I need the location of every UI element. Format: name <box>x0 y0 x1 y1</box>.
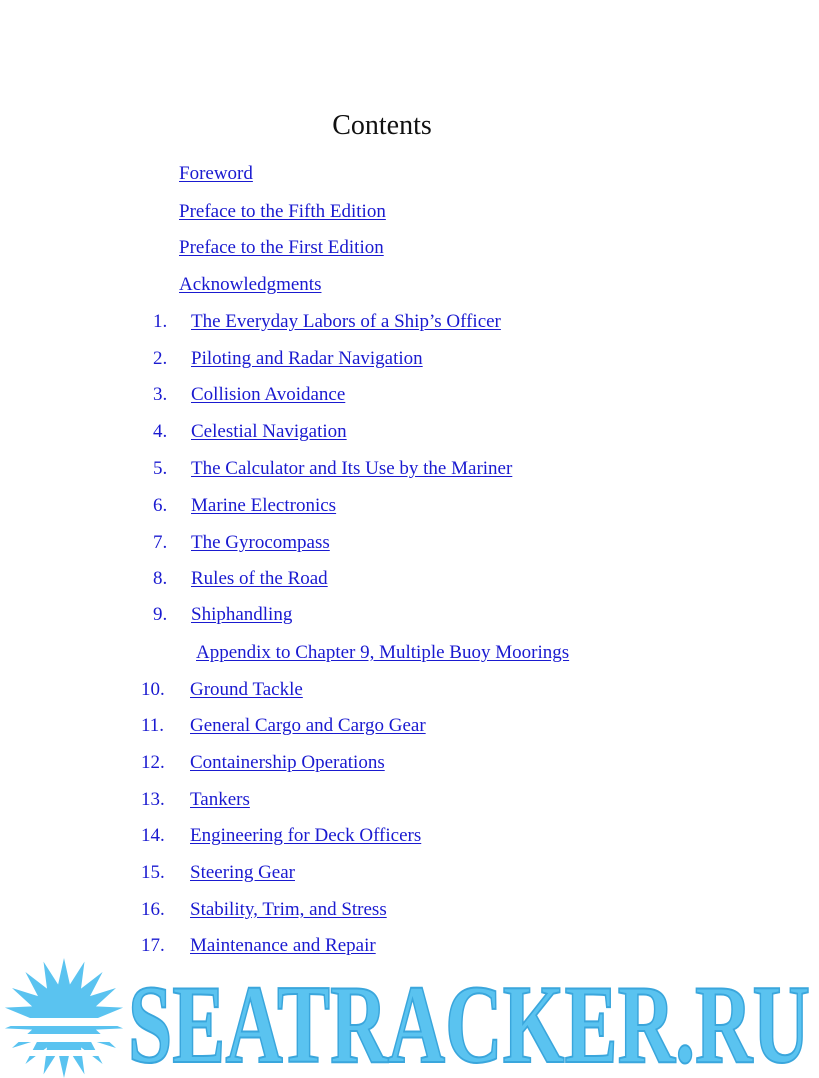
toc-link-chapter-12[interactable] <box>141 751 385 775</box>
chapter-title: Piloting and Radar Navigation <box>191 348 423 369</box>
chapter-number: 11. <box>141 715 165 736</box>
chapter-number: 9. <box>153 604 168 625</box>
chapter-title: Engineering for Deck Officers <box>190 825 422 846</box>
chapter-title: Marine Electronics <box>191 495 337 516</box>
watermark-text: SEATRACKER.RU <box>128 963 810 1078</box>
chapter-title: Maintenance and Repair <box>190 935 376 956</box>
chapter-number: 6. <box>153 495 168 516</box>
chapter-number: 10. <box>141 679 165 700</box>
chapter-number: 13. <box>141 789 165 810</box>
chapter-title: Ground Tackle <box>190 679 303 700</box>
toc-link-appendix-chapter-9[interactable]: Appendix to Chapter 9, Multiple Buoy Moorings <box>196 642 570 663</box>
chapter-number: 3. <box>153 384 168 405</box>
chapter-title: The Calculator and Its Use by the Mariner <box>191 458 513 479</box>
toc-link-chapter-5[interactable] <box>153 457 512 481</box>
chapter-number: 8. <box>153 568 168 589</box>
chapter-number: 14. <box>141 825 165 846</box>
toc-link-chapter-13[interactable] <box>141 788 250 812</box>
toc-link-chapter-1[interactable] <box>153 310 501 334</box>
sun-burst-icon <box>5 958 123 1078</box>
chapter-number: 5. <box>153 458 168 479</box>
chapter-number: 1. <box>153 311 168 332</box>
chapter-number: 4. <box>153 421 168 442</box>
toc-link-chapter-16[interactable] <box>141 898 387 922</box>
chapter-title: The Everyday Labors of a Ship’s Officer <box>191 311 501 332</box>
chapter-title: Collision Avoidance <box>191 384 346 405</box>
chapter-title: Celestial Navigation <box>191 421 347 442</box>
chapter-number: 15. <box>141 862 165 883</box>
seatracker-watermark <box>0 950 819 1078</box>
toc-link-preface-fifth-edition[interactable]: Preface to the Fifth Edition <box>179 201 386 222</box>
chapter-title: Shiphandling <box>191 604 293 625</box>
chapter-title: Rules of the Road <box>191 568 328 589</box>
chapter-number: 17. <box>141 935 165 956</box>
chapter-number: 12. <box>141 752 165 773</box>
chapter-title: The Gyrocompass <box>191 532 330 553</box>
chapter-title: General Cargo and Cargo Gear <box>190 715 426 736</box>
toc-link-chapter-11[interactable] <box>141 714 426 738</box>
chapter-number: 16. <box>141 899 165 920</box>
toc-link-chapter-7[interactable] <box>153 531 330 555</box>
toc-link-chapter-9[interactable] <box>153 603 292 627</box>
page-title: Contents <box>332 110 432 141</box>
toc-link-chapter-3[interactable] <box>153 383 345 407</box>
chapter-number: 2. <box>153 348 168 369</box>
chapter-title: Containership Operations <box>190 752 385 773</box>
toc-link-chapter-15[interactable] <box>141 861 295 885</box>
toc-link-chapter-6[interactable] <box>153 494 336 518</box>
chapter-number: 7. <box>153 532 168 553</box>
toc-link-chapter-10[interactable] <box>141 678 303 702</box>
toc-link-preface-first-edition[interactable]: Preface to the First Edition <box>179 237 384 258</box>
toc-link-chapter-4[interactable] <box>153 420 347 444</box>
toc-link-chapter-8[interactable] <box>153 567 328 591</box>
chapter-title: Stability, Trim, and Stress <box>190 899 387 920</box>
toc-link-chapter-14[interactable] <box>141 824 421 848</box>
toc-link-foreword[interactable]: Foreword <box>179 163 253 184</box>
toc-link-acknowledgments[interactable]: Acknowledgments <box>179 274 322 295</box>
chapter-title: Tankers <box>190 789 250 810</box>
chapter-title: Steering Gear <box>190 862 295 883</box>
toc-link-chapter-2[interactable] <box>153 347 423 371</box>
